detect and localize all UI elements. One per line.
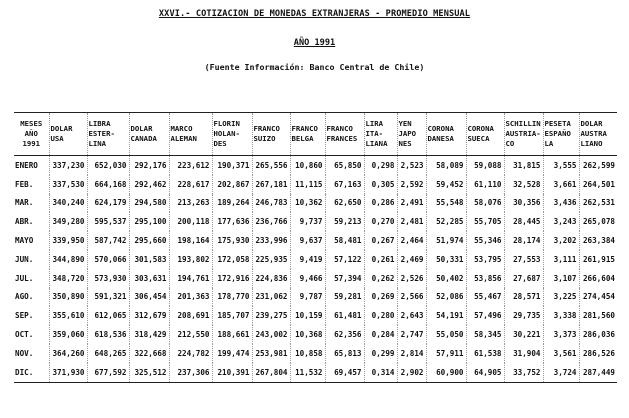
rate-cell: 29,735 (504, 306, 543, 325)
rate-cell: 10,159 (290, 306, 325, 325)
rate-cell: 294,580 (129, 194, 169, 213)
rate-cell: 65,850 (325, 156, 364, 175)
column-header: MESES AÑO 1991 (20, 119, 43, 148)
document-source: (Fuente Información: Banco Central de Chile) (204, 62, 425, 72)
rate-cell: 318,429 (129, 325, 169, 344)
column-header: LIBRA ESTER- LINA (87, 113, 129, 156)
rate-cell: 172,058 (212, 250, 252, 269)
rate-cell: 61,481 (325, 306, 364, 325)
rate-cell: 30,221 (504, 325, 543, 344)
rate-cell: 344,890 (49, 250, 87, 269)
rate-cell: 292,462 (129, 175, 169, 194)
column-header: CORONA SUECA (466, 113, 504, 156)
rate-cell: 237,306 (169, 363, 212, 382)
rate-cell: 57,122 (325, 250, 364, 269)
rate-cell: 322,668 (129, 344, 169, 363)
rate-cell: 10,858 (290, 344, 325, 363)
rate-cell: 652,030 (87, 156, 129, 175)
rate-cell: 9,419 (290, 250, 325, 269)
rate-cell: 337,230 (49, 156, 87, 175)
rate-cell: 274,454 (579, 288, 617, 307)
rate-cell: 306,454 (129, 288, 169, 307)
rate-cell: 61,538 (466, 344, 504, 363)
rate-cell: 246,783 (252, 194, 290, 213)
rate-cell: 0,314 (364, 363, 397, 382)
column-header: CORONA DANESA (426, 113, 466, 156)
rate-cell: 261,915 (579, 250, 617, 269)
column-header: DOLAR USA (49, 113, 87, 156)
rate-cell: 239,275 (252, 306, 290, 325)
rate-cell: 224,836 (252, 269, 290, 288)
rate-cell: 371,930 (49, 363, 87, 382)
rate-cell: 2,469 (397, 250, 426, 269)
rate-cell: 295,660 (129, 231, 169, 250)
rate-cell: 349,280 (49, 212, 87, 231)
rate-cell: 9,637 (290, 231, 325, 250)
rate-cell: 612,065 (87, 306, 129, 325)
rate-cell: 28,571 (504, 288, 543, 307)
rate-cell: 267,181 (252, 175, 290, 194)
column-header: FRANCO FRANCES (325, 113, 364, 156)
table-row (14, 175, 617, 194)
rate-cell: 58,089 (426, 156, 466, 175)
rate-cell: 2,464 (397, 231, 426, 250)
rate-cell: 10,368 (290, 325, 325, 344)
rate-cell: 223,612 (169, 156, 212, 175)
rate-cell: 2,566 (397, 288, 426, 307)
column-header: DOLAR AUSTRA LIANO (579, 113, 617, 156)
rate-cell: 591,321 (87, 288, 129, 307)
rate-cell: 231,062 (252, 288, 290, 307)
table-row (14, 194, 617, 213)
document-title: XXVI.- COTIZACION DE MONEDAS EXTRANJERAS - PROMEDIO MENSUAL (158, 9, 471, 19)
column-header: MARCO ALEMAN (169, 113, 212, 156)
rate-cell: 53,856 (466, 269, 504, 288)
rate-cell: 59,213 (325, 212, 364, 231)
exchange-rate-table (14, 112, 617, 383)
rate-cell: 3,111 (543, 250, 579, 269)
table-row (14, 250, 617, 269)
rate-cell: 3,338 (543, 306, 579, 325)
rate-cell: 52,086 (426, 288, 466, 307)
rate-cell: 340,240 (49, 194, 87, 213)
rate-cell: 262,531 (579, 194, 617, 213)
rate-cell: 0,270 (364, 212, 397, 231)
rate-cell: 57,496 (466, 306, 504, 325)
rate-cell: 190,371 (212, 156, 252, 175)
month-cell: MAYO (15, 236, 34, 246)
rate-cell: 194,761 (169, 269, 212, 288)
rate-cell: 0,280 (364, 306, 397, 325)
rate-cell: 570,066 (87, 250, 129, 269)
table-row (14, 288, 617, 307)
rate-cell: 50,331 (426, 250, 466, 269)
rate-cell: 53,795 (466, 250, 504, 269)
rate-cell: 573,930 (87, 269, 129, 288)
rate-cell: 55,467 (466, 288, 504, 307)
rate-cell: 31,904 (504, 344, 543, 363)
rate-cell: 228,617 (169, 175, 212, 194)
rate-cell: 58,345 (466, 325, 504, 344)
rate-cell: 198,164 (169, 231, 212, 250)
month-cell: MAR. (15, 198, 34, 208)
rate-cell: 11,532 (290, 363, 325, 382)
rate-cell: 587,742 (87, 231, 129, 250)
month-cell: ENERO (15, 160, 38, 170)
table-row (14, 325, 617, 344)
table-body (14, 156, 617, 383)
rate-cell: 265,556 (252, 156, 290, 175)
rate-cell: 55,346 (466, 231, 504, 250)
rate-cell: 2,523 (397, 156, 426, 175)
rate-cell: 295,100 (129, 212, 169, 231)
rate-cell: 618,536 (87, 325, 129, 344)
rate-cell: 677,592 (87, 363, 129, 382)
month-cell: FEB. (15, 179, 34, 189)
table-row (14, 231, 617, 250)
rate-cell: 55,705 (466, 212, 504, 231)
rate-cell: 253,981 (252, 344, 290, 363)
rate-cell: 2,526 (397, 269, 426, 288)
rate-cell: 54,191 (426, 306, 466, 325)
rate-cell: 9,787 (290, 288, 325, 307)
column-header: LIRA ITA- LIANA (364, 113, 397, 156)
rate-cell: 0,262 (364, 269, 397, 288)
rate-cell: 58,076 (466, 194, 504, 213)
table-row (14, 363, 617, 382)
rate-cell: 57,911 (426, 344, 466, 363)
rate-cell: 364,260 (49, 344, 87, 363)
rate-cell: 50,402 (426, 269, 466, 288)
rate-cell: 303,631 (129, 269, 169, 288)
rate-cell: 287,449 (579, 363, 617, 382)
rate-cell: 3,243 (543, 212, 579, 231)
table-header-row (14, 113, 617, 156)
rate-cell: 292,176 (129, 156, 169, 175)
rate-cell: 60,900 (426, 363, 466, 382)
rate-cell: 224,782 (169, 344, 212, 363)
rate-cell: 212,550 (169, 325, 212, 344)
rate-cell: 65,813 (325, 344, 364, 363)
rate-cell: 33,752 (504, 363, 543, 382)
rate-cell: 57,394 (325, 269, 364, 288)
rate-cell: 61,110 (466, 175, 504, 194)
month-cell: JUN. (15, 254, 34, 264)
column-header: FRANCO SUIZO (252, 113, 290, 156)
rate-cell: 2,902 (397, 363, 426, 382)
rate-cell: 3,724 (543, 363, 579, 382)
document-year: AÑO 1991 (293, 38, 336, 48)
rate-cell: 10,362 (290, 194, 325, 213)
rate-cell: 69,457 (325, 363, 364, 382)
rate-cell: 2,491 (397, 194, 426, 213)
rate-cell: 213,263 (169, 194, 212, 213)
month-cell: OCT. (15, 330, 34, 340)
rate-cell: 286,036 (579, 325, 617, 344)
rate-cell: 2,814 (397, 344, 426, 363)
table-row (14, 156, 617, 175)
rate-cell: 9,737 (290, 212, 325, 231)
rate-cell: 0,284 (364, 325, 397, 344)
month-cell: SEP. (15, 311, 34, 321)
rate-cell: 59,088 (466, 156, 504, 175)
rate-cell: 595,537 (87, 212, 129, 231)
rate-cell: 3,107 (543, 269, 579, 288)
rate-cell: 648,265 (87, 344, 129, 363)
rate-cell: 312,679 (129, 306, 169, 325)
rate-cell: 243,002 (252, 325, 290, 344)
rate-cell: 32,528 (504, 175, 543, 194)
column-header: PESETA ESPAÑO LA (543, 113, 579, 156)
column-header: YEN JAPO NES (397, 113, 426, 156)
rate-cell: 27,687 (504, 269, 543, 288)
rate-cell: 348,720 (49, 269, 87, 288)
rate-cell: 3,561 (543, 344, 579, 363)
rate-cell: 201,363 (169, 288, 212, 307)
rate-cell: 3,555 (543, 156, 579, 175)
rate-cell: 62,356 (325, 325, 364, 344)
rate-cell: 67,163 (325, 175, 364, 194)
month-cell: DIC. (15, 367, 34, 377)
rate-cell: 266,604 (579, 269, 617, 288)
rate-cell: 28,445 (504, 212, 543, 231)
rate-cell: 2,643 (397, 306, 426, 325)
rate-cell: 208,691 (169, 306, 212, 325)
rate-cell: 2,481 (397, 212, 426, 231)
rate-cell: 28,174 (504, 231, 543, 250)
rate-cell: 59,281 (325, 288, 364, 307)
month-cell: NOV. (15, 348, 34, 358)
rate-cell: 200,118 (169, 212, 212, 231)
rate-cell: 0,305 (364, 175, 397, 194)
rate-cell: 189,264 (212, 194, 252, 213)
rate-cell: 339,950 (49, 231, 87, 250)
rate-cell: 185,707 (212, 306, 252, 325)
rate-cell: 281,560 (579, 306, 617, 325)
rate-cell: 0,298 (364, 156, 397, 175)
rate-cell: 355,610 (49, 306, 87, 325)
rate-cell: 359,060 (49, 325, 87, 344)
table-row (14, 212, 617, 231)
rate-cell: 2,747 (397, 325, 426, 344)
table-row (14, 269, 617, 288)
rate-cell: 9,466 (290, 269, 325, 288)
rate-cell: 0,267 (364, 231, 397, 250)
rate-cell: 62,650 (325, 194, 364, 213)
rate-cell: 262,599 (579, 156, 617, 175)
rate-cell: 55,548 (426, 194, 466, 213)
rate-cell: 225,935 (252, 250, 290, 269)
rate-cell: 10,860 (290, 156, 325, 175)
rate-cell: 267,804 (252, 363, 290, 382)
rate-cell: 301,583 (129, 250, 169, 269)
rate-cell: 337,530 (49, 175, 87, 194)
rate-cell: 11,115 (290, 175, 325, 194)
rate-cell: 31,815 (504, 156, 543, 175)
rate-cell: 0,299 (364, 344, 397, 363)
rate-cell: 177,636 (212, 212, 252, 231)
rate-cell: 0,261 (364, 250, 397, 269)
rate-cell: 3,661 (543, 175, 579, 194)
month-cell: AGO. (15, 292, 34, 302)
rate-cell: 27,553 (504, 250, 543, 269)
table-row (14, 344, 617, 363)
rate-cell: 59,452 (426, 175, 466, 194)
column-header: FRANCO BELGA (290, 113, 325, 156)
column-header: DOLAR CANADA (129, 113, 169, 156)
rate-cell: 3,436 (543, 194, 579, 213)
rate-cell: 325,512 (129, 363, 169, 382)
rate-cell: 3,225 (543, 288, 579, 307)
rate-cell: 172,916 (212, 269, 252, 288)
rate-cell: 264,501 (579, 175, 617, 194)
rate-cell: 178,770 (212, 288, 252, 307)
rate-cell: 188,661 (212, 325, 252, 344)
rate-cell: 263,384 (579, 231, 617, 250)
rate-cell: 265,078 (579, 212, 617, 231)
rate-cell: 233,996 (252, 231, 290, 250)
rate-cell: 2,592 (397, 175, 426, 194)
rate-cell: 0,286 (364, 194, 397, 213)
rate-cell: 58,481 (325, 231, 364, 250)
month-cell: ABR. (15, 217, 34, 227)
rate-cell: 3,373 (543, 325, 579, 344)
rate-cell: 624,179 (87, 194, 129, 213)
rate-cell: 199,474 (212, 344, 252, 363)
rate-cell: 350,890 (49, 288, 87, 307)
month-cell: JUL. (15, 273, 34, 283)
rate-cell: 664,168 (87, 175, 129, 194)
rate-cell: 64,905 (466, 363, 504, 382)
rate-cell: 30,356 (504, 194, 543, 213)
column-header: SCHILLIN AUSTRIA- CO (504, 113, 543, 156)
rate-cell: 3,202 (543, 231, 579, 250)
rate-cell: 51,974 (426, 231, 466, 250)
rate-cell: 175,930 (212, 231, 252, 250)
rate-cell: 52,285 (426, 212, 466, 231)
rate-cell: 202,867 (212, 175, 252, 194)
column-header: FLORIN HOLAN- DES (212, 113, 252, 156)
table-row (14, 306, 617, 325)
rate-cell: 210,391 (212, 363, 252, 382)
rate-cell: 236,766 (252, 212, 290, 231)
rate-cell: 193,802 (169, 250, 212, 269)
rate-cell: 55,050 (426, 325, 466, 344)
rate-cell: 0,269 (364, 288, 397, 307)
rate-cell: 286,526 (579, 344, 617, 363)
